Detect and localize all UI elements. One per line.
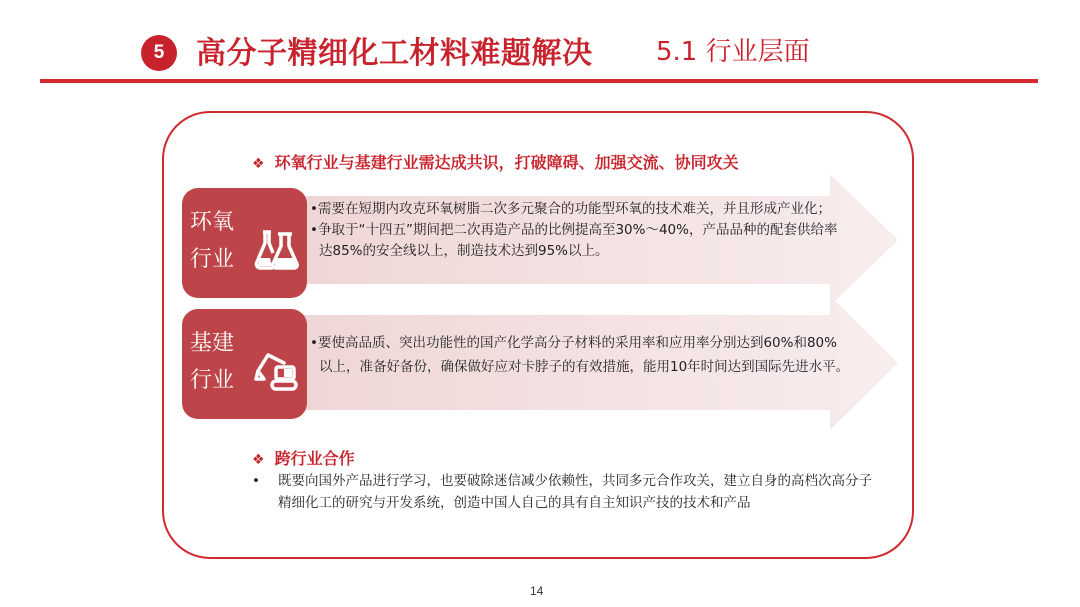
section-heading-cooperation: ❖ 跨行业合作 [252,449,355,468]
card-label-line2: 行业 [190,368,235,393]
card-label-line2: 行业 [190,247,235,272]
epoxy-bullet-2: •争取于“十四五”期间把二次再造产品的比例提高至30%～40%，产品品种的配套供给率达85%的安全线以上，制造技术达到95%以上。 [310,222,838,259]
epoxy-bullet-1: •需要在短期内攻克环氧树脂二次多元聚合的功能型环氧的技术难关，并且形成产业化； [310,201,831,217]
page-number: 14 [530,584,544,598]
lab-flask-icon [254,228,300,272]
card-label-line1: 基建 [190,331,235,356]
cooperation-text: 既要向国外产品进行学习，也要破除迷信减少依赖性，共同多元合作攻关，建立自身的高档次高分子精细化工的研究与开发系统，创造中国人自己的具有自主知识产技的技术和产品 [278,473,872,511]
page-subtitle: 5.1 行业层面 [656,37,810,67]
page-title: 高分子精细化工材料难题解决 [196,36,593,71]
bullet-dot: • [252,473,260,489]
epoxy-industry-card [182,188,307,298]
section-number-badge: 5 [141,35,177,71]
excavator-icon [254,349,300,393]
infrastructure-industry-card [182,309,307,419]
epoxy-bullets [310,199,845,262]
section-heading-consensus: ❖ 环氧行业与基建行业需达成共识，打破障碍、加强交流、协同攻关 [252,153,739,172]
infrastructure-bullet-1: •要使高品质、突出功能性的国产化学高分子材料的采用率和应用率分别达到60%和80%以上，准备好备份，确保做好应对卡脖子的有效措施，能用10年时间达到国际先进水平。 [310,335,850,375]
card-label-line1: 环氧 [190,210,235,235]
diamond-bullet-icon: ❖ [252,156,265,172]
infrastructure-bullets [310,331,850,379]
diamond-bullet-icon: ❖ [252,452,265,468]
cooperation-paragraph [252,470,872,514]
